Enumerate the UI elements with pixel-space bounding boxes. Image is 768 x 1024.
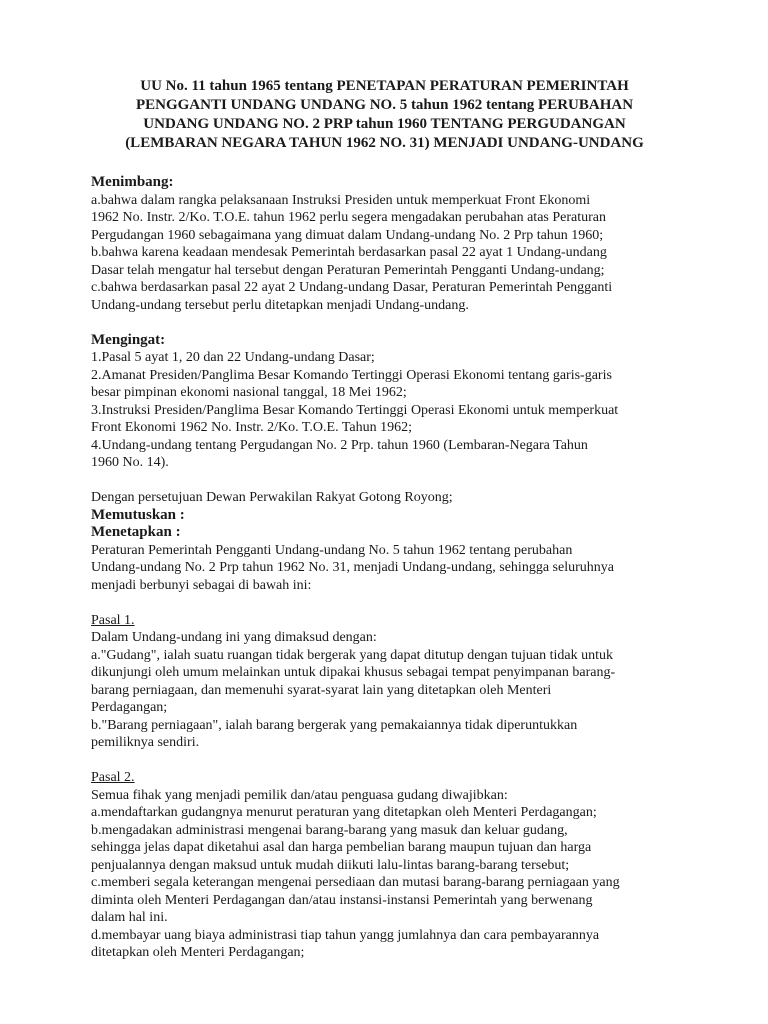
text-line: sehingga jelas dapat diketahui asal dan harga pembelian barang maupun tujuan dan harga [91, 840, 592, 855]
text-line: b.bahwa karena keadaan mendesak Pemerintah berdasarkan pasal 22 ayat 1 Undang-undang [91, 245, 607, 260]
spacer [91, 314, 678, 332]
text-line: Pergudangan 1960 sebagaimana yang dimuat dalam Undang-undang No. 2 Prp tahun 1960; [91, 227, 604, 243]
text-line: 4.Undang-undang tentang Pergudangan No. 2 Prp. tahun 1960 (Lembaran-Negara Tahun [91, 437, 588, 453]
text-line: Undang-undang tersebut perlu ditetapkan menjadi Undang-undang. [91, 297, 469, 313]
text-line: 1.Pasal 5 ayat 1, 20 dan 22 Undang-undang Dasar; [91, 350, 375, 365]
section-pasal-2 [91, 769, 678, 962]
text-line: dikunjungi oleh umum melainkan untuk dipakai khusus sebagai tempat penyimpanan barang- [91, 665, 616, 680]
section-menetapkan [91, 489, 678, 594]
title-line: (LEMBARAN NEGARA TAHUN 1962 NO. 31) MENJADI UNDANG-UNDANG [125, 135, 644, 151]
section-menimbang [91, 174, 678, 314]
text-line: 1960 No. 14). [91, 455, 169, 470]
persetujuan-text: Dengan persetujuan Dewan Perwakilan Rakyat Gotong Royong; [91, 490, 453, 505]
pasal-heading: Pasal 1. [91, 612, 135, 628]
text-line: Peraturan Pemerintah Pengganti Undang-undang No. 5 tahun 1962 tentang perubahan [91, 542, 573, 558]
text-line: 2.Amanat Presiden/Panglima Besar Komando Tertinggi Operasi Ekonomi tentang garis-garis [91, 367, 612, 383]
spacer [91, 472, 678, 490]
persetujuan-block [91, 489, 678, 507]
text-line: 3.Instruksi Presiden/Panglima Besar Komando Tertinggi Operasi Ekonomi untuk memperkuat [91, 402, 619, 418]
text-line: c.bahwa berdasarkan pasal 22 ayat 2 Undang-undang Dasar, Peraturan Pemerintah Pengganti [91, 280, 613, 295]
text-line: Semua fihak yang menjadi pemilik dan/atau penguasa gudang diwajibkan: [91, 787, 508, 803]
text-line: a.bahwa dalam rangka pelaksanaan Instruksi Presiden untuk memperkuat Front Ekonomi [91, 192, 591, 208]
text-line: dalam hal ini. [91, 910, 168, 925]
text-line: diminta oleh Menteri Perdagangan dan/atau instansi-instansi Pemerintah yang berwenang [91, 892, 593, 908]
pasal-heading: Pasal 2. [91, 770, 135, 785]
title-line: UU No. 11 tahun 1965 tentang PENETAPAN PERATURAN PEMERINTAH [140, 78, 629, 94]
title-line: PENGGANTI UNDANG UNDANG NO. 5 tahun 1962 tentang PERUBAHAN [135, 97, 634, 113]
text-line: besar pimpinan ekonomi nasional tanggal, 18 Mei 1962; [91, 385, 407, 400]
text-line: Dalam Undang-undang ini yang dimaksud dengan: [91, 630, 377, 645]
text-line: 1962 No. Instr. 2/Ko. T.O.E. tahun 1962 perlu segera mengadakan perubahan atas Peraturan [91, 210, 606, 225]
text-line: ditetapkan oleh Menteri Perdagangan; [91, 945, 305, 960]
text-line: Front Ekonomi 1962 No. Instr. 2/Ko. T.O.E. Tahun 1962; [91, 420, 413, 435]
text-line: menjadi berbunyi sebagai di bawah ini: [91, 577, 312, 593]
text-line: b.mengadakan administrasi mengenai barang-barang yang masuk dan keluar gudang, [91, 822, 568, 838]
text-line: a.mendaftarkan gudangnya menurut peraturan yang ditetapkan oleh Menteri Perdagangan; [91, 805, 597, 820]
menetapkan-heading: Menetapkan : [91, 524, 181, 540]
section-body [91, 787, 678, 962]
section-body [91, 192, 678, 315]
memutuskan-heading: Memutuskan : [91, 506, 185, 523]
section-heading: Menimbang: [91, 174, 174, 190]
text-line: a."Gudang", ialah suatu ruangan tidak bergerak yang dapat ditutup dengan tujuan tidak untuk [91, 647, 614, 663]
spacer [91, 752, 678, 770]
section-pasal-1 [91, 612, 678, 752]
text-line: Perdagangan; [91, 700, 168, 715]
text-line: barang perniagaan, dan memenuhi syarat-syarat lain yang ditetapkan oleh Menteri [91, 682, 552, 698]
text-line: d.membayar uang biaya administrasi tiap tahun yangg jumlahnya dan cara pembayarannya [91, 927, 600, 943]
section-body [91, 629, 678, 752]
section-body [91, 349, 678, 472]
text-line: Dasar telah mengatur hal tersebut dengan Peraturan Pemerintah Pengganti Undang-undang; [91, 262, 605, 278]
text-line: c.memberi segala keterangan mengenai persediaan dan mutasi barang-barang perniagaan yang [91, 875, 620, 890]
section-body [91, 542, 678, 595]
text-line: pemiliknya sendiri. [91, 735, 200, 750]
text-line: Undang-undang No. 2 Prp tahun 1962 No. 31, menjadi Undang-undang, sehingga seluruhnya [91, 560, 614, 575]
text-line: penjualannya dengan maksud untuk mudah diikuti lalu-lintas barang-barang tersebut; [91, 857, 570, 873]
text-line: b."Barang perniagaan", ialah barang bergerak yang pemakaiannya tidak diperuntukkan [91, 717, 578, 733]
spacer [91, 594, 678, 612]
section-heading: Mengingat: [91, 331, 166, 348]
document-title [91, 77, 678, 153]
section-mengingat [91, 332, 678, 472]
title-line: UNDANG UNDANG NO. 2 PRP tahun 1960 TENTANG PERGUDANGAN [143, 116, 626, 132]
